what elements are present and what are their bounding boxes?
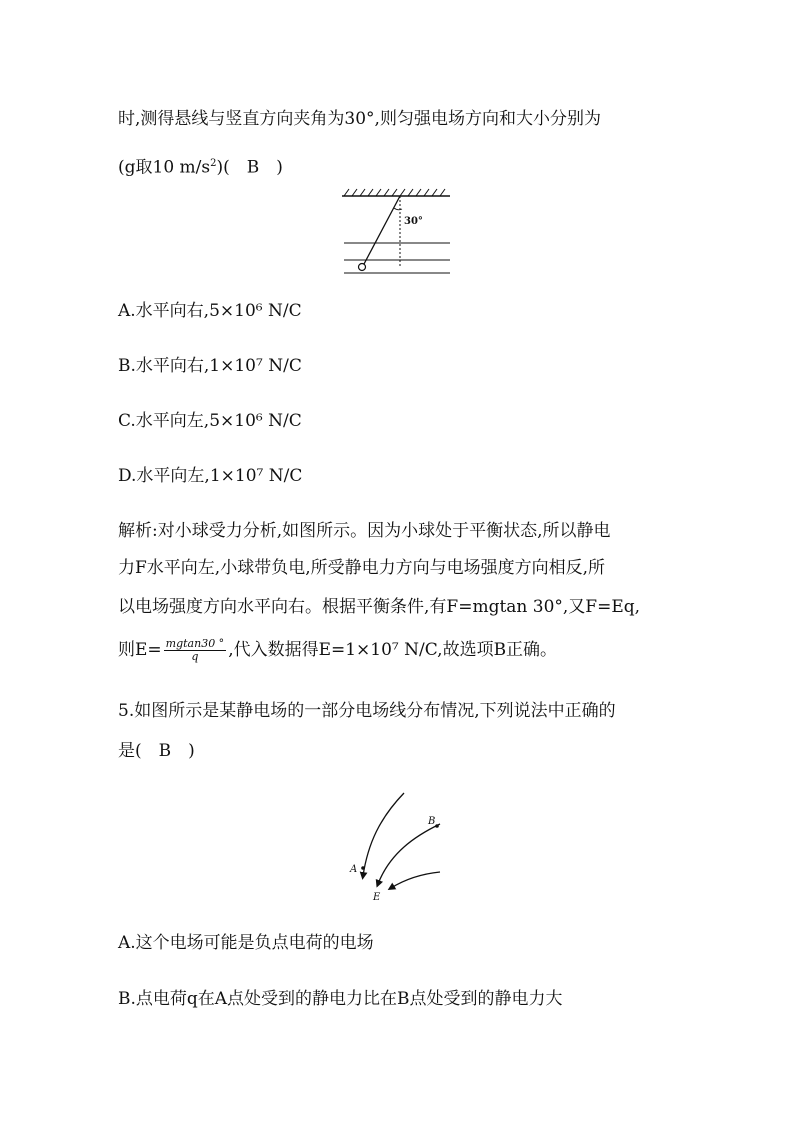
q5-option-b: B.点电荷q在A点处受到的静电力比在B点处受到的静电力大 [118,989,563,1009]
q4-analysis-line1: 解析:对小球受力分析,如图所示。因为小球处于平衡状态,所以静电 [118,521,611,541]
angle-label: 30° [404,216,423,227]
q4-option-b: B.水平向右,1×10⁷ N/C [118,356,302,376]
q5-option-a: A.这个电场可能是负点电荷的电场 [118,933,374,953]
point-b [435,824,439,828]
q4-option-c: C.水平向左,5×10⁶ N/C [118,411,302,431]
q4-stem-pre: (g取10 m/s [118,157,211,178]
label-a: A [350,864,358,875]
pendulum-string [364,196,400,264]
field-line-middle [378,824,440,884]
q4-analysis-line3: 以电场强度方向水平向右。根据平衡条件,有F=mgtan 30°,又F=Eq, [118,597,641,617]
label-b: B [428,816,436,827]
q5-stem-line1: 5.如图所示是某静电场的一部分电场线分布情况,下列说法中正确的 [118,701,616,721]
q5-field-lines-figure [340,788,450,908]
q4-stem-line1: 时,测得悬线与竖直方向夹角为30°,则匀强电场方向和大小分别为 [118,109,601,129]
q4-pendulum-figure [340,188,455,276]
q4-option-a: A.水平向右,5×10⁶ N/C [118,301,302,321]
q5-stem-line2: 是( B ) [118,741,195,761]
q4-stem-line2 [118,153,283,179]
label-e: E [373,892,381,903]
fraction-numerator: mgtan30 ° [165,637,225,650]
charged-ball [359,264,366,271]
field-line-right [391,872,440,888]
ceiling-hatch [344,189,445,196]
angle-arc [394,208,402,210]
q4-analysis-line4 [118,638,557,663]
fraction-denominator: q [191,650,199,663]
q4-analysis-pre: 则E= [118,640,162,660]
point-a [361,866,365,870]
q4-analysis-post: ,代入数据得E=1×10⁷ N/C,故选项B正确。 [228,640,558,660]
q4-option-d: D.水平向左,1×10⁷ N/C [118,466,303,486]
q4-formula-fraction [164,638,227,663]
field-line-left [363,793,404,876]
q4-stem-sup: 2 [210,158,217,169]
q4-analysis-line2: 力F水平向左,小球带负电,所受静电力方向与电场强度方向相反,所 [118,558,606,578]
q4-stem-post: )( B ) [216,157,283,178]
